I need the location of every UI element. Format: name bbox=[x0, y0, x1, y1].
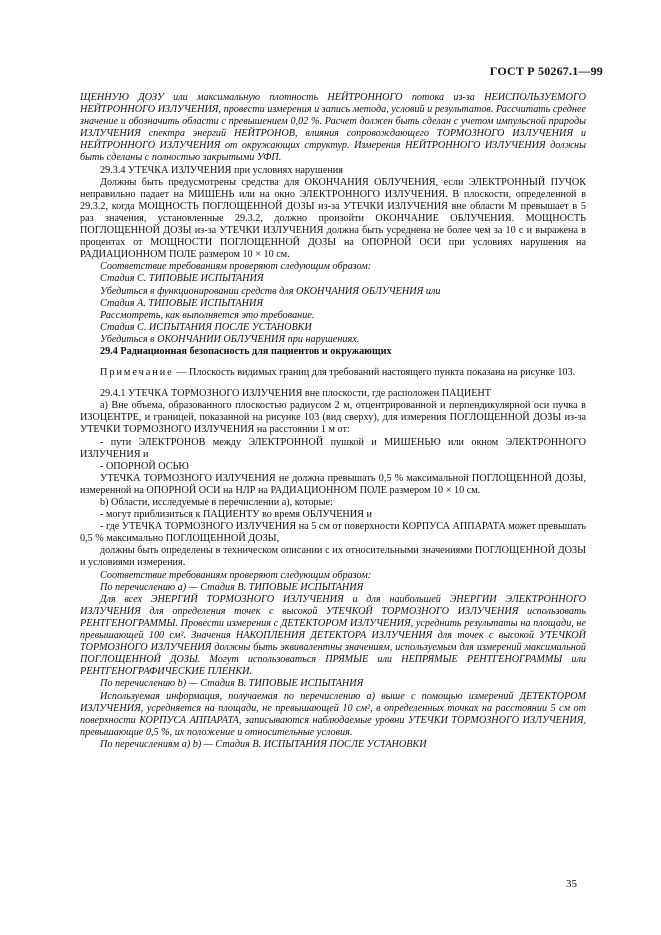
paragraph: Для всех ЭНЕРГИЙ ТОРМОЗНОГО ИЗЛУЧЕНИЯ и для наибольшей ЭНЕРГИИ ЭЛЕКТРОННОГО ИЗЛУЧЕНИЯ для определения точек с высокой УТЕЧКОЙ ТОРМОЗНОГО ИЗЛУЧЕНИЯ использовать РЕНТГЕНОГРАММЫ. Провести измерения с ДЕТЕКТОРОМ ИЗЛУЧЕНИЯ, усреднить результаты на площади, не превышающей 100 см². Значения НАКОПЛЕНИЯ ДЕТЕКТОРА ИЗЛУЧЕНИЯ для точек с высокой УТЕЧКОЙ ТОРМОЗНОГО ИЗЛУЧЕНИЯ должны быть эквивалентны значениям, используемым для измерений максимальной ПОГЛОЩЕННОЙ ДОЗЫ. Могут использоваться ПРЯМЫЕ или НЕПРЯМЫЕ РЕНТГЕНОГРАММЫ или РЕНТГЕНОГРАФИЧЕСКИЕ ПЛЕНКИ. bbox=[80, 593, 586, 678]
note-text: — Плоскость видимых границ для требований настоящего пункта показана на рисунке 103. bbox=[173, 367, 576, 379]
stage-line: Стадия С. ТИПОВЫЕ ИСПЫТАНИЯ bbox=[100, 273, 264, 285]
compliance-intro: Соответствие требованиям проверяют следующим образом: bbox=[100, 569, 372, 581]
section-heading: 29.4 Радиационная безопасность для пациентов и окружающих bbox=[100, 345, 392, 357]
paragraph: Рассмотреть, как выполняется это требование. bbox=[100, 309, 315, 321]
list-item: a) Вне объема, образованного плоскостью радиусом 2 м, отцентрированной и перпендикулярной оси пучка в ИЗОЦЕНТРЕ, и границей, показанной на рисунке 103 (вид сверху), для измерения ПОГЛОЩЕННОЙ ДОЗЫ из-за УТЕЧКИ ТОРМОЗНОГО ИЗЛУЧЕНИЯ на расстоянии 1 м от: bbox=[80, 400, 586, 436]
list-item: - пути ЭЛЕКТРОНОВ между ЭЛЕКТРОННОЙ пушкой и МИШЕНЬЮ или окном ЭЛЕКТРОННОГО ИЗЛУЧЕНИЯ и bbox=[80, 436, 586, 460]
paragraph: Используемая информация, получаемая по перечислению а) выше с помощью измерений ДЕТЕКТОРОМ ИЗЛУЧЕНИЯ, усредняется на площади, не превышающей 10 см², в определенных точках на расстоянии 5 см от поверхности КОРПУСА АППАРАТА, записываются наблюдаемые уровни УТЕЧКИ ТОРМОЗНОГО ИЗЛУЧЕНИЯ, превышающие 0,5 %, их положение и относительные условия. bbox=[80, 690, 586, 738]
note bbox=[80, 367, 586, 379]
stage-line: По перечислениям а) b) — Стадия В. ИСПЫТАНИЯ ПОСЛЕ УСТАНОВКИ bbox=[100, 738, 427, 750]
paragraph: ЩЕННУЮ ДОЗУ или максимальную плотность НЕЙТРОННОГО потока из-за НЕИСПОЛЬЗУЕМОГО НЕЙТРОННОГО ИЗЛУЧЕНИЯ, провести измерения и запись метода, условий и результатов. Рассчитать среднее значение и обозначить области с превышением 0,02 %. Расчет должен быть сделан с учетом импульсной природы ИЗЛУЧЕНИЯ спектра энергий НЕЙТРОНОВ, влияния сопровождающего ТОРМОЗНОГО ИЗЛУЧЕНИЯ и НЕЙТРОННОГО ИЗЛУЧЕНИЯ от окружающих структур. Измерения НЕЙТРОННОГО ИЗЛУЧЕНИЯ должны быть сделаны с полностью закрытыми УФП. bbox=[80, 92, 586, 164]
stage-line: Стадия С. ИСПЫТАНИЯ ПОСЛЕ УСТАНОВКИ bbox=[100, 321, 312, 333]
paragraph: УТЕЧКА ТОРМОЗНОГО ИЗЛУЧЕНИЯ не должна превышать 0,5 % максимальной ПОГЛОЩЕННОЙ ДОЗЫ, измеренной на ОПОРНОЙ ОСИ на НЛР на РАДИАЦИОННОМ ПОЛЕ размером 10 × 10 см. bbox=[80, 472, 586, 496]
list-item: - ОПОРНОЙ ОСЬЮ bbox=[100, 460, 189, 472]
subsection-heading: 29.4.1 УТЕЧКА ТОРМОЗНОГО ИЗЛУЧЕНИЯ вне плоскости, где расположен ПАЦИЕНТ bbox=[100, 388, 491, 400]
stage-line: Стадия А. ТИПОВЫЕ ИСПЫТАНИЯ bbox=[100, 297, 264, 309]
compliance-intro: Соответствие требованиям проверяют следующим образом: bbox=[100, 261, 372, 273]
stage-line: По перечислению b) — Стадия В. ТИПОВЫЕ ИСПЫТАНИЯ bbox=[100, 678, 364, 690]
list-item: - где УТЕЧКА ТОРМОЗНОГО ИЗЛУЧЕНИЯ на 5 см от поверхности КОРПУСА АППАРАТА может превышать 0,5 % максимально ПОГЛОЩЕННОЙ ДОЗЫ, bbox=[80, 521, 586, 545]
paragraph: Убедиться в ОКОНЧАНИИ ОБЛУЧЕНИЯ при нарушениях. bbox=[100, 333, 360, 345]
standard-header: ГОСТ Р 50267.1—99 bbox=[489, 64, 603, 78]
document-body bbox=[80, 92, 586, 751]
list-item: - могут приблизиться к ПАЦИЕНТУ во время ОБЛУЧЕНИЯ и bbox=[100, 509, 372, 521]
paragraph: должны быть определены в техническом описании с их относительными значениями ПОГЛОЩЕННОЙ ДОЗЫ и условиями измерения. bbox=[80, 545, 586, 569]
page-number: 35 bbox=[566, 878, 577, 890]
list-item: b) Области, исследуемые в перечислении а), которые: bbox=[100, 497, 333, 508]
stage-line: По перечислению а) — Стадия В. ТИПОВЫЕ ИСПЫТАНИЯ bbox=[100, 581, 364, 593]
note-label: Примечание bbox=[100, 367, 174, 379]
subsection-heading: 29.3.4 УТЕЧКА ИЗЛУЧЕНИЯ при условиях нарушения bbox=[100, 164, 343, 176]
paragraph: Убедиться в функционировании средств для ОКОНЧАНИЯ ОБЛУЧЕНИЯ или bbox=[100, 285, 441, 297]
paragraph: Должны быть предусмотрены средства для ОКОНЧАНИЯ ОБЛУЧЕНИЯ, если ЭЛЕКТРОННЫЙ ПУЧОК неправильно падает на МИШЕНЬ или на окно ЭЛЕКТРОННОГО ИЗЛУЧЕНИЯ. В плоскости, определенной в 29.3.2, когда МОЩНОСТЬ ПОГЛОЩЕННОЙ ДОЗЫ из-за УТЕЧКИ ИЗЛУЧЕНИЯ вне области M превышает в 5 раз значения, установленные 29.3.2, должно произойти ОКОНЧАНИЕ ОБЛУЧЕНИЯ. МОЩНОСТЬ ПОГЛОЩЕННОЙ ДОЗЫ из-за УТЕЧКИ ИЗЛУЧЕНИЯ должна быть усреднена не более чем за 10 с и выражена в процентах от МОЩНОСТИ ПОГЛОЩЕННОЙ ДОЗЫ на ОПОРНОЙ ОСИ при условиях нарушения на РАДИАЦИОННОМ ПОЛЕ размером 10 × 10 см. bbox=[80, 176, 586, 261]
